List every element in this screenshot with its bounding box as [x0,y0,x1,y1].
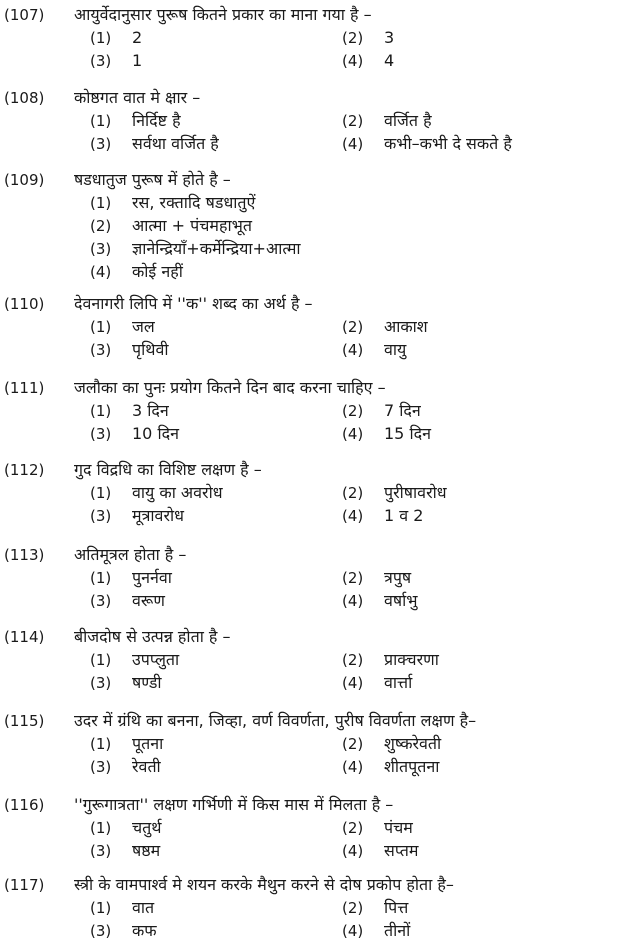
option-number: (3) [90,240,112,258]
question-number: (109) [4,171,45,189]
option-number: (3) [90,425,112,443]
question-text: स्त्री के वामपार्श्व मे शयन करके मैथुन करने से दोष प्रकोप होता है– [74,875,454,894]
option-text: 15 दिन [384,424,431,443]
option-number: (2) [342,318,364,336]
question-number: (111) [4,379,45,397]
option-text: सर्वथा वर्जित है [132,134,219,153]
option-text: शीतपूतना [384,757,440,776]
option-number: (4) [342,52,364,70]
option-number: (2) [342,112,364,130]
option-number: (3) [90,52,112,70]
option-text: 3 [384,28,395,47]
option-text: त्रपुष [384,568,412,587]
question-number: (107) [4,6,45,24]
question-text: ''गुरूगात्रता'' लक्षण गर्भिणी में किस मास में मिलता है – [74,795,394,814]
option-text: आत्मा + पंचमहाभूत [132,216,252,235]
option-number: (1) [90,819,112,837]
option-text: षण्डी [132,673,162,692]
option-text: तीनों [384,921,411,940]
option-text: चतुर्थ [132,818,162,837]
option-number: (3) [90,507,112,525]
option-text: वर्षाभु [384,591,418,610]
option-text: षष्ठम [132,841,161,860]
option-text: वार्त्ता [384,673,413,692]
option-number: (1) [90,318,112,336]
option-text: पूतना [132,734,164,753]
option-number: (1) [90,899,112,917]
question-text: अतिमूत्रल होता है – [74,545,187,564]
question-number: (110) [4,295,45,313]
option-text: वरूण [132,591,165,610]
question-text: कोष्ठगत वात मे क्षार – [74,88,201,107]
option-number: (2) [342,569,364,587]
option-number: (1) [90,569,112,587]
option-number: (3) [90,341,112,359]
option-text: सप्तम [384,841,419,860]
option-text: 1 [132,51,143,70]
option-number: (2) [342,484,364,502]
option-number: (1) [90,402,112,420]
option-number: (2) [342,402,364,420]
option-number: (4) [342,135,364,153]
option-text: 7 दिन [384,401,421,420]
option-number: (4) [342,425,364,443]
option-number: (3) [90,842,112,860]
option-number: (4) [342,842,364,860]
question-number: (114) [4,628,45,646]
option-text: रेवती [132,757,161,776]
option-text: ज्ञानेन्द्रियाँ+कर्मेन्द्रिया+आत्मा [132,239,301,258]
option-number: (2) [342,735,364,753]
option-number: (4) [342,922,364,940]
option-text: मूत्रावरोध [132,506,184,525]
option-number: (1) [90,194,112,212]
option-text: कफ [132,921,157,940]
option-number: (2) [342,819,364,837]
option-number: (2) [342,899,364,917]
option-number: (3) [90,592,112,610]
option-text: पृथिवी [132,340,169,359]
question-text: आयुर्वेदानुसार पुरूष कितने प्रकार का माना गया है – [74,5,372,24]
option-number: (4) [342,674,364,692]
option-number: (1) [90,735,112,753]
option-text: वायु का अवरोध [132,483,223,502]
option-text: प्राक्चरणा [384,650,439,669]
option-number: (1) [90,29,112,47]
option-text: आकाश [384,317,428,336]
question-text: जलौका का पुनः प्रयोग कितने दिन बाद करना चाहिए – [74,378,386,397]
option-text: रस, रक्तादि षडधातुऐं [132,193,256,212]
option-number: (3) [90,922,112,940]
option-text: कोई नहीं [132,262,183,281]
question-number: (115) [4,712,45,730]
option-text: पुनर्नवा [132,568,172,587]
option-text: पित्त [384,898,409,917]
option-text: वात [132,898,155,917]
option-number: (2) [342,29,364,47]
option-number: (3) [90,674,112,692]
option-text: वर्जित है [384,111,432,130]
option-number: (4) [90,263,112,281]
question-number: (112) [4,461,45,479]
option-number: (4) [342,758,364,776]
option-text: वायु [384,340,407,359]
option-text: 4 [384,51,395,70]
option-number: (1) [90,112,112,130]
option-text: निर्दिष्ट है [132,111,181,130]
option-text: 3 दिन [132,401,169,420]
question-text: बीजदोष से उत्पन्न होता है – [74,627,231,646]
option-number: (4) [342,507,364,525]
option-text: 1 व 2 [384,506,424,525]
question-text: गुद विद्रधि का विशिष्ट लक्षण है – [74,460,262,479]
option-text: 10 दिन [132,424,179,443]
option-number: (4) [342,341,364,359]
question-text: देवनागरी लिपि में ''क'' शब्द का अर्थ है – [74,294,313,313]
option-text: उपप्लुता [132,650,180,669]
question-number: (113) [4,546,45,564]
option-number: (2) [90,217,112,235]
option-text: जल [132,317,155,336]
option-text: शुष्करेवती [384,734,442,753]
option-text: पंचम [384,818,413,837]
option-number: (1) [90,651,112,669]
question-text: उदर में ग्रंथि का बनना, जिव्हा, वर्ण विवर्णता, पुरीष विवर्णता लक्षण है– [74,711,477,730]
question-number: (117) [4,876,45,894]
option-number: (2) [342,651,364,669]
question-number: (108) [4,89,45,107]
option-text: कभी–कभी दे सकते है [384,134,512,153]
question-text: षडधातुज पुरूष में होते है – [74,170,231,189]
option-number: (1) [90,484,112,502]
option-number: (3) [90,758,112,776]
option-text: पुरीषावरोध [384,483,447,502]
option-text: 2 [132,28,143,47]
option-number: (4) [342,592,364,610]
question-number: (116) [4,796,45,814]
option-number: (3) [90,135,112,153]
